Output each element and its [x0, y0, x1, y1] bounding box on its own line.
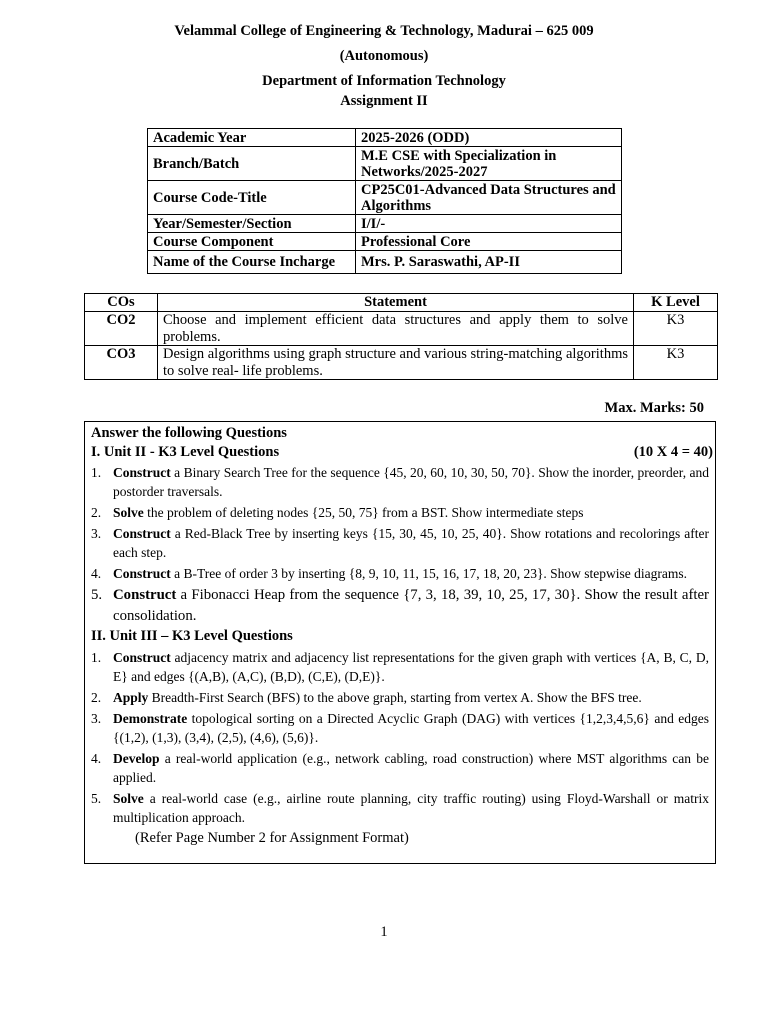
info-key: Course Code-Title	[148, 181, 356, 215]
info-value: CP25C01-Advanced Data Structures and Algorithms	[356, 181, 622, 215]
question-verb: Apply	[113, 690, 149, 705]
unit2-title: I. Unit II - K3 Level Questions	[91, 444, 280, 460]
question-number: 4.	[91, 751, 102, 766]
info-key: Course Component	[148, 233, 356, 251]
info-value: 2025-2026 (ODD)	[356, 129, 622, 147]
unit2-header	[91, 443, 713, 461]
co-row	[85, 312, 718, 346]
document-title: Assignment II	[340, 93, 428, 109]
question-verb: Demonstrate	[113, 711, 188, 726]
question-number: 5.	[91, 791, 102, 806]
question-text: topological sorting on a Directed Acyclic Graph (DAG) with vertices {1,2,3,4,5,6} and edges {(1,2), (1,3), (3,4), (2,5), (4,6), (5,6)}.	[113, 711, 709, 745]
question-verb: Develop	[113, 751, 160, 766]
question-number: 1.	[91, 650, 102, 665]
co-klevel: K3	[634, 312, 718, 346]
unit2-marks: (10 X 4 = 40)	[633, 444, 713, 460]
question-verb: Construct	[113, 566, 171, 581]
autonomous-label: (Autonomous)	[339, 48, 429, 64]
co-code: CO2	[85, 312, 158, 346]
co-code: CO3	[85, 346, 158, 380]
questions-intro: Answer the following Questions	[91, 425, 287, 441]
info-row	[148, 251, 622, 274]
question-verb: Construct	[113, 587, 177, 603]
question-item	[91, 648, 709, 686]
question-number: 2.	[91, 690, 102, 705]
department-name: Department of Information Technology	[262, 73, 506, 89]
question-item	[91, 463, 709, 501]
info-key: Year/Semester/Section	[148, 215, 356, 233]
info-row	[148, 215, 622, 233]
question-item	[91, 585, 709, 626]
info-value: Mrs. P. Saraswathi, AP-II	[356, 251, 622, 274]
question-item	[91, 524, 709, 562]
info-key: Name of the Course Incharge	[148, 251, 356, 274]
info-key: Branch/Batch	[148, 147, 356, 181]
question-item	[91, 709, 709, 747]
info-row	[148, 129, 622, 147]
klevel-header: K Level	[634, 294, 718, 312]
question-text: a Binary Search Tree for the sequence {45, 20, 60, 10, 30, 50, 70}. Show the inorder, preorder, and postorder traversals.	[113, 465, 709, 499]
question-text: a real-world application (e.g., network cabling, road construction) where MST algorithms can be applied.	[113, 751, 709, 785]
co-statement: Choose and implement efficient data structures and apply them to solve problems.	[158, 312, 634, 346]
question-item	[91, 688, 709, 707]
question-text: a Fibonacci Heap from the sequence {7, 3, 18, 39, 10, 25, 17, 30}. Show the result after consolidation.	[113, 587, 709, 624]
co-statement: Design algorithms using graph structure and various string-matching algorithms to solve real- life problems.	[158, 346, 634, 380]
unit3-question-list	[91, 648, 709, 827]
question-verb: Construct	[113, 650, 171, 665]
question-number: 3.	[91, 526, 102, 541]
question-text: the problem of deleting nodes {25, 50, 75} from a BST. Show intermediate steps	[143, 505, 584, 520]
info-row	[148, 147, 622, 181]
question-item	[91, 564, 709, 583]
question-verb: Solve	[113, 505, 144, 520]
question-text: a real-world case (e.g., airline route planning, city traffic routing) using Floyd-Warshall or matrix multiplication approach.	[113, 791, 709, 825]
college-name: Velammal College of Engineering & Technology, Madurai – 625 009	[174, 23, 594, 39]
question-item	[91, 789, 709, 827]
question-text: adjacency matrix and adjacency list representations for the given graph with vertices {A, B, C, D, E} and edges {(A,B), (A,C), (B,D), (C,E), (D,E)}.	[113, 650, 709, 684]
info-value: M.E CSE with Specialization in Networks/2025-2027	[356, 147, 622, 181]
question-number: 2.	[91, 505, 102, 520]
question-text: a B-Tree of order 3 by inserting {8, 9, 10, 11, 15, 16, 17, 18, 20, 23}. Show stepwise diagrams.	[170, 566, 688, 581]
course-outcomes-table	[84, 293, 718, 380]
page-number: 1	[380, 924, 388, 940]
co-klevel: K3	[634, 346, 718, 380]
question-verb: Construct	[113, 526, 171, 541]
question-verb: Solve	[113, 791, 144, 806]
co-header: COs	[85, 294, 158, 312]
question-number: 3.	[91, 711, 102, 726]
max-marks: Max. Marks: 50	[604, 400, 704, 416]
info-key: Academic Year	[148, 129, 356, 147]
course-info-table	[147, 128, 622, 274]
info-row	[148, 181, 622, 215]
questions-box	[84, 421, 716, 864]
question-number: 5.	[91, 587, 103, 603]
co-row	[85, 346, 718, 380]
question-text: a Red-Black Tree by inserting keys {15, 30, 45, 10, 25, 40}. Show rotations and recolorings after each step.	[113, 526, 709, 560]
info-value: Professional Core	[356, 233, 622, 251]
info-row	[148, 233, 622, 251]
co-header-row	[85, 294, 718, 312]
statement-header: Statement	[158, 294, 634, 312]
question-item	[91, 503, 709, 522]
info-value: I/I/-	[356, 215, 622, 233]
question-verb: Construct	[113, 465, 171, 480]
unit2-question-list	[91, 463, 709, 626]
refer-note: (Refer Page Number 2 for Assignment Format)	[135, 830, 409, 846]
question-text: Breadth-First Search (BFS) to the above graph, starting from vertex A. Show the BFS tree.	[148, 690, 642, 705]
question-item	[91, 749, 709, 787]
question-number: 1.	[91, 465, 102, 480]
question-number: 4.	[91, 566, 102, 581]
unit3-title: II. Unit III – K3 Level Questions	[91, 628, 293, 644]
